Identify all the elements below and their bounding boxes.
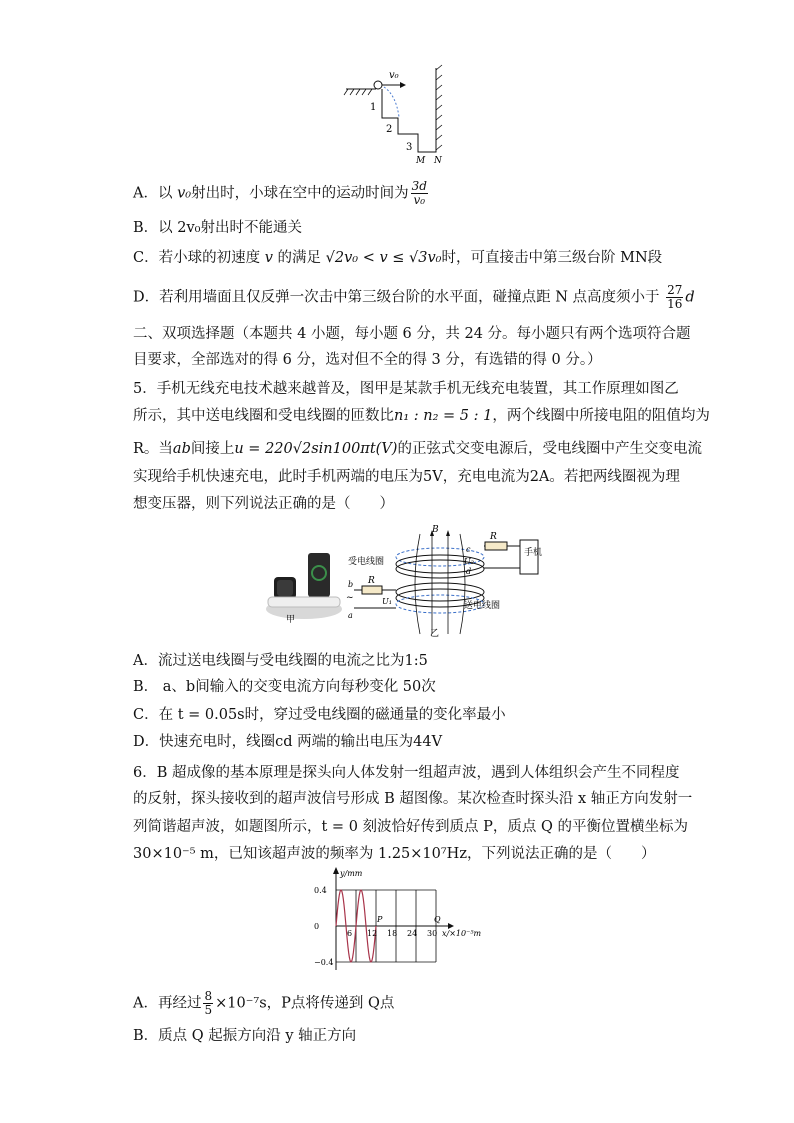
q6-line4: 30×10⁻⁵ m，已知该超声波的频率为 1.25×10⁷Hz，下列说法正确的是（ ）: [133, 846, 656, 862]
x-tick-label: 30: [427, 929, 438, 938]
x-tick-label: 18: [387, 929, 398, 938]
q6-line2: 的反射，探头接收到的超声波信号形成 B 超图像。某次检查时探头沿 x 轴正方向发射一: [133, 791, 693, 807]
receiving-coil-label: 受电线圈: [348, 557, 385, 567]
q5-line2: 所示，其中送电线圈和受电线圈的匝数比n₁ : n₂ = 5 : 1，两个线圈中所接电阻的阻值均为: [133, 408, 710, 424]
q4-option-c: C．若小球的初速度 v 的满足 √2v₀ < v ≤ √3v₀时，可直接击中第三级台阶 MN段: [133, 250, 663, 266]
steps-figure: [340, 60, 470, 170]
U1-label: U₁: [382, 597, 392, 606]
q5-option-a: A．流过送电线圈与受电线圈的电流之比为1:5: [133, 653, 428, 669]
q5-option-d: D．快速充电时，线圈cd 两端的输出电压为44V: [133, 734, 443, 750]
M-label: M: [416, 156, 426, 166]
q5-option-b: B． a、b间输入的交变电流方向每秒变化 50次: [133, 679, 436, 695]
q5-line4: 实现给手机快速充电，此时手机两端的电压为5V，充电电流为2A。若把两线圈视为理: [133, 469, 680, 485]
point-Q-label: Q: [434, 915, 441, 924]
q5-option-c: C．在 t = 0.05s时，穿过受电线圈的磁通量的变化率最小: [133, 707, 506, 723]
x-tick-label: 6: [347, 929, 353, 938]
q5-line1: 5．手机无线充电技术越来越普及，图甲是某款手机无线充电装置，其工作原理如图乙: [133, 381, 679, 397]
charger-photo: [264, 547, 348, 625]
svg-text:~: ~: [346, 593, 354, 603]
y-tick-label: 0.4: [314, 886, 327, 895]
d-label: d: [466, 567, 472, 576]
q4-option-d: D．若利用墙面且仅反弹一次击中第三级台阶的水平面，碰撞点距 N 点高度须小于 $\frac{27}{16}$ d: [133, 283, 695, 311]
y-tick-label: 0: [314, 922, 320, 931]
step-2-label: 2: [386, 124, 393, 135]
a-label: a: [348, 611, 353, 620]
b-label: b: [348, 580, 354, 589]
R1-label: R: [368, 576, 375, 586]
q6-line1: 6．B 超成像的基本原理是探头向人体发射一组超声波，遇到人体组织会产生不同程度: [133, 765, 680, 781]
U2-label: U₂: [464, 557, 474, 566]
q6-option-a: A．再经过 $\frac{8}{5}$ ×10⁻⁷s，P点将传递到 Q点: [133, 989, 395, 1017]
y-axis-arrow: [333, 867, 339, 874]
label-jia: 甲: [286, 615, 296, 625]
phone-label: 手机: [524, 548, 543, 558]
q4-option-b: B．以 2v₀射出时不能通关: [133, 220, 302, 236]
point-P-label: P: [377, 915, 383, 924]
step-1-label: 1: [370, 102, 377, 113]
x-tick-label: 24: [407, 929, 418, 938]
v0-label: v₀: [389, 70, 399, 81]
q6-option-b: B．质点 Q 起振方向沿 y 轴正方向: [133, 1028, 357, 1044]
sending-coil-label: 送电线圈: [464, 601, 501, 611]
section2-line2: 目要求，全部选对的得 6 分，选对但不全的得 3 分，有选错的得 0 分。）: [133, 352, 602, 368]
R2-label: R: [490, 532, 497, 542]
y-tick-label: −0.4: [314, 958, 334, 967]
N-label: N: [434, 156, 442, 166]
x-tick-label: 12: [367, 929, 378, 938]
section2-line1: 二、双项选择题（本题共 4 小题，每小题 6 分，共 24 分。每小题只有两个选项符合题: [133, 326, 691, 342]
label-yi: 乙: [430, 629, 440, 639]
B-label: B: [432, 525, 439, 535]
y-axis-label: y/mm: [340, 869, 363, 878]
x-axis-label: x/×10⁻⁵m: [442, 929, 482, 938]
q6-line3: 列简谐超声波，如题图所示，t = 0 刻波恰好传到质点 P，质点 Q 的平衡位置横坐标为: [133, 819, 688, 835]
wave-chart: [300, 866, 500, 970]
c-label: c: [466, 545, 471, 554]
coil-circuit-diagram: [340, 524, 543, 639]
q4-option-a: A．以 v₀射出时，小球在空中的运动时间为 $\frac{3d}{\text{v₀}}$: [133, 179, 427, 207]
q5-line5: 想变压器，则下列说法正确的是（ ）: [133, 496, 394, 512]
step-3-label: 3: [406, 142, 413, 153]
q5-line3: R。当ab间接上u = 220√2sin100πt(V)的正弦式交变电源后，受电线圈中产生交变电流: [133, 441, 702, 457]
